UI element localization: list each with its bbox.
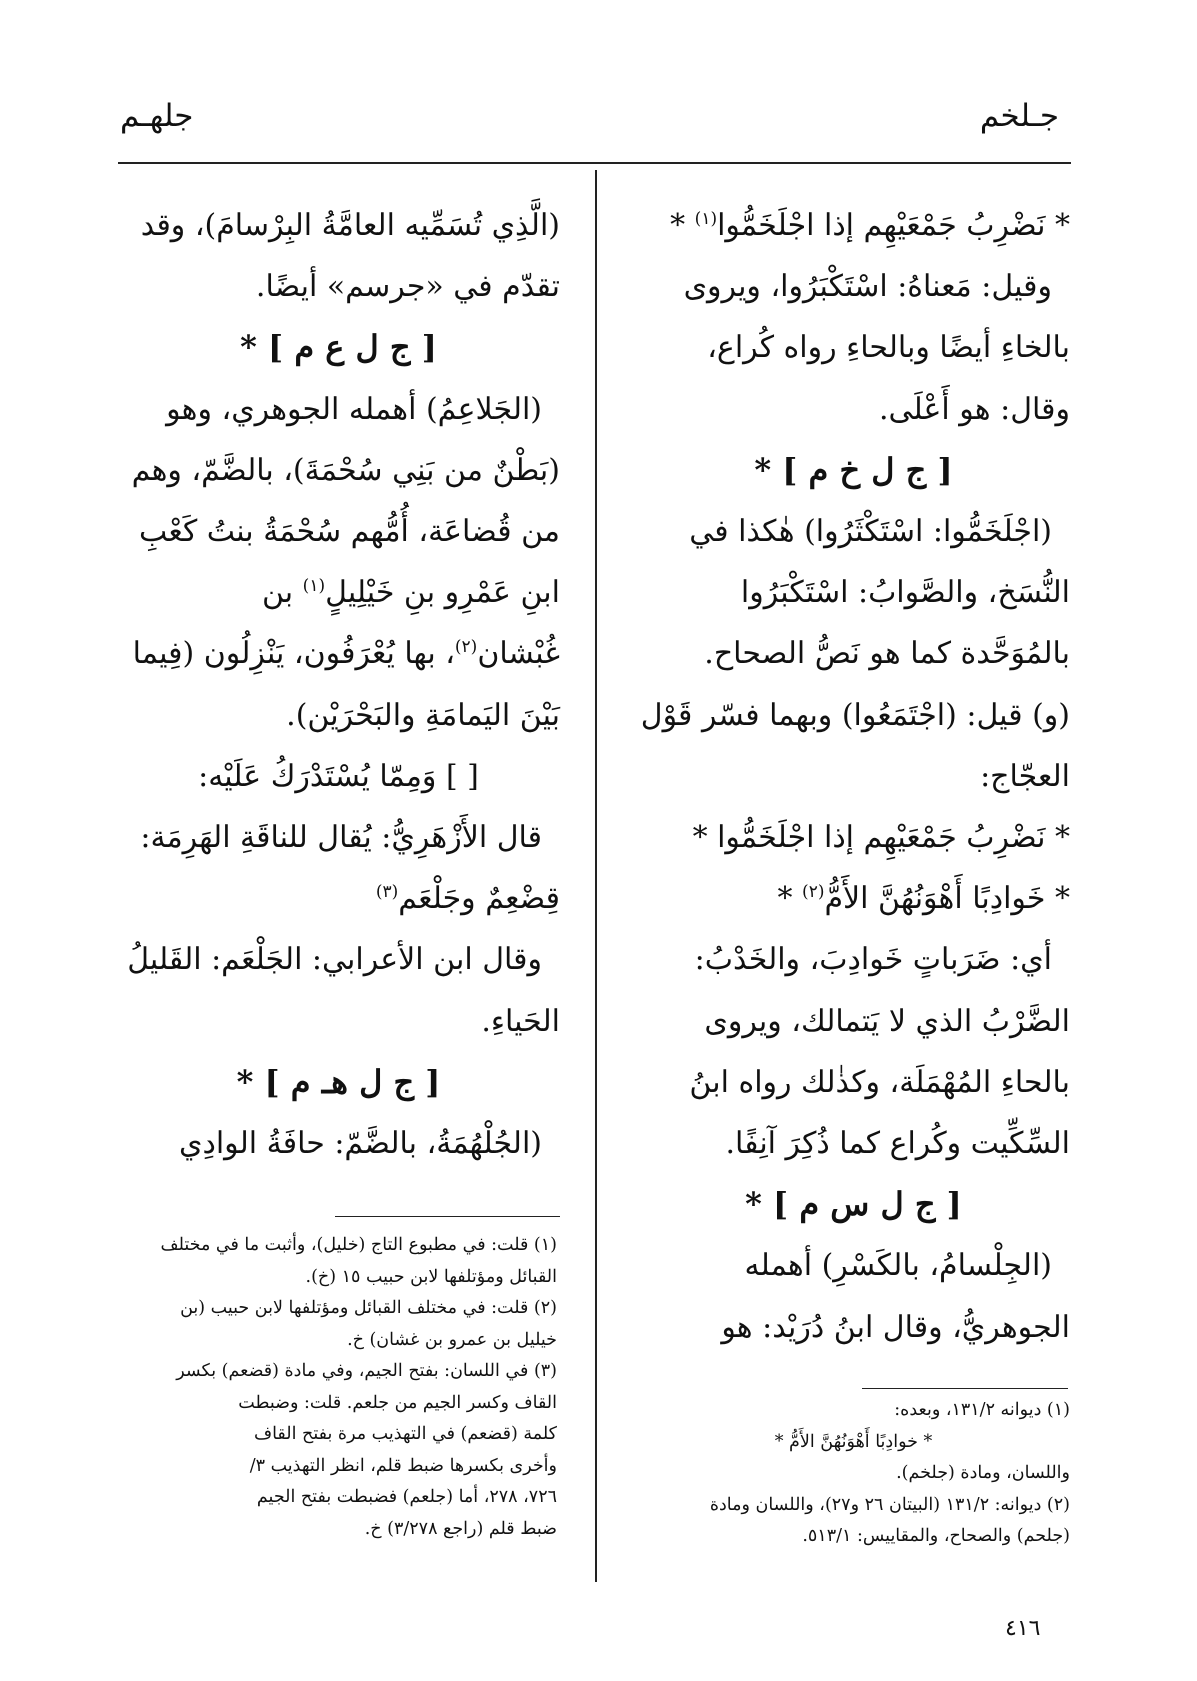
text-line: قِضْعِمٌ وجَلْعَم$^{(٣)}$ [375, 881, 560, 917]
footnote-ref: (١) [694, 209, 718, 229]
footnote-line: (جلحم) والصحاح، والمقاييس: ٥١٣/١. [802, 1526, 1070, 1546]
text-line: (الجِلْسامُ، بالكَسْرِ) أهمله [744, 1248, 1052, 1284]
supplement-heading: [ ] وَمِمّا يُسْتَدْرَكُ عَلَيْه: [198, 758, 479, 794]
text-line: ابنِ عَمْرِو بنِ خَيْلِيلٍ$^{(١)}$ بن [261, 575, 560, 611]
footnote-line: كلمة (قضعم) في التهذيب مرة بفتح القاف [253, 1424, 557, 1444]
text-line: الضَّرْبُ الذي لا يَتمالك، ويروى [704, 1003, 1070, 1039]
text-line: غُبْشان$^{(٢)}$، بها يُعْرَفُون، يَنْزِلُون (فِيما [132, 636, 560, 672]
verse-line: * نَضْرِبُ جَمْعَيْهِم إذا اجْلَخَمُّوا * [692, 820, 1070, 856]
footnote-rule-left [335, 1216, 560, 1217]
column-separator [595, 170, 597, 1582]
text-line: الجوهريُّ، وقال ابنُ دُرَيْد: هو [721, 1309, 1070, 1345]
verse-line: * خَوادِبًا أَهْوَنُهُنَّ الأَمُّ$^{(٢)}$ * [777, 881, 1070, 917]
text-line: (الَّذِي تُسَمِّيه العامَّةُ البِرْسامَ)، وقد [140, 208, 560, 243]
footnote-line: ضبط قلم (راجع ٣/٢٧٨) خ. [364, 1518, 557, 1539]
text-line: بالحاءِ المُهْمَلَة، وكذٰلك رواه ابنُ [689, 1064, 1070, 1100]
footnote-line: القاف وكسر الجيم من جلعم. قلت: وضبطت [238, 1392, 557, 1413]
right-column [637, 195, 1070, 1358]
footnote-line: (٢) ديوانه: ١٣١/٢ (البيتان ٢٦ و٢٧)، واللسان ومادة [709, 1494, 1070, 1515]
text-line: السِّكِّيت وكُراع كما ذُكِرَ آنِفًا. [725, 1126, 1070, 1162]
entry-heading-jlhm: [ ج ل هـ م ] * [236, 1062, 441, 1101]
header-rule [118, 162, 1071, 164]
footnote-ref: (٢) [454, 637, 478, 658]
footnote-ref: (١) [302, 576, 326, 597]
text-line: بَيْنَ اليَمامَةِ والبَحْرَيْن). [286, 697, 560, 733]
entry-heading-jlsm: [ ج ل س م ] * [745, 1185, 962, 1224]
footnote-ref: (٢) [802, 882, 825, 903]
text-line: تقدّم في «جرسم» أيضًا. [255, 269, 560, 305]
footnote-line: القبائل ومؤتلفها لابن حبيب ١٥ (خ). [305, 1266, 557, 1287]
header-left-word: جلهـم [120, 98, 194, 134]
text-line: الحَياءِ. [481, 1003, 560, 1039]
text-line: (الجُلْهُمَةُ، بالضَّمّ: حافَةُ الوادِي [178, 1126, 542, 1162]
entry-heading-jlam: [ ج ل ع م ] * [240, 328, 437, 367]
entry-heading-jlkhm: [ ج ل خ م ] * [754, 450, 953, 489]
verse-line: * نَضْرِبُ جَمْعَيْهِم إذا اجْلَخَمُّوا$^{(١)}$ * [670, 208, 1070, 243]
footnote-ref: (٣) [375, 882, 399, 903]
text-line: (بَطْنٌ من بَنِي سُحْمَةَ)، بالضَّمّ، وهم [131, 452, 560, 488]
text-line: (اجْلَخَمُّوا: اسْتَكْثَرُوا) هٰكذا في [689, 514, 1052, 550]
footnotes-right [637, 1395, 1070, 1553]
footnote-verse: * خوادِبًا أَهْوَنُهُنَّ الأَمُّ * [774, 1431, 933, 1452]
text-line: قال الأَزْهَرِيُّ: يُقال للناقَةِ الهَرِمَة: [140, 820, 542, 856]
footnotes-left [117, 1230, 557, 1545]
footnote-line: (٢) قلت: في مختلف القبائل ومؤتلفها لابن حبيب (بن [180, 1298, 557, 1318]
text-line: النُّسَخ، والصَّوابُ: اسْتَكْبَرُوا [740, 575, 1070, 611]
text-line: من قُضاعَة، أُمُّهم سُحْمَةُ بنتُ كَعْبِ [139, 514, 560, 550]
text-line: وقال: هو أَعْلَى. [879, 391, 1070, 427]
text-line: وقيل: مَعناهُ: اسْتَكْبَرُوا، ويروى [683, 269, 1052, 305]
page-number: ٤١٦ [1005, 1616, 1041, 1641]
footnote-line: واللسان، ومادة (جلخم). [896, 1463, 1070, 1483]
header-right-word: جـلخم [979, 98, 1059, 134]
text-line: (و) قيل: (اجْتَمَعُوا) وبهما فسّر قَوْل [640, 697, 1070, 733]
footnote-rule-right [862, 1388, 1068, 1389]
text-line: وقال ابن الأعرابي: الجَلْعَم: القَليلُ [127, 942, 542, 978]
text-line: بالخاءِ أيضًا وبالحاءِ رواه كُراع، [707, 330, 1070, 366]
footnote-line: (٣) في اللسان: بفتح الجيم، وفي مادة (قضعم) بكسر [176, 1361, 557, 1381]
footnote-line: وأخرى بكسرها ضبط قلم، انظر التهذيب ٣/ [249, 1455, 557, 1476]
footnote-line: (١) ديوانه ١٣١/٢، وبعده: [894, 1400, 1070, 1420]
footnote-line: (١) قلت: في مطبوع التاج (خليل)، وأثبت ما في مختلف [160, 1235, 557, 1255]
footnote-line: خيليل بن عمرو بن غشان) خ. [347, 1329, 557, 1350]
footnote-line: ٧٢٦، ٢٧٨، أما (جلعم) فضبطت بفتح الجيم [256, 1487, 557, 1507]
text-line: (الجَلاعِمُ) أهمله الجوهري، وهو [166, 391, 542, 427]
text-line: العجّاج: [980, 758, 1070, 794]
left-column [117, 195, 560, 1174]
text-line: أي: ضَرَباتٍ خَوادِبَ، والخَدْبُ: [694, 942, 1052, 978]
text-line: بالمُوَحَّدة كما هو نَصُّ الصحاح. [704, 636, 1070, 672]
